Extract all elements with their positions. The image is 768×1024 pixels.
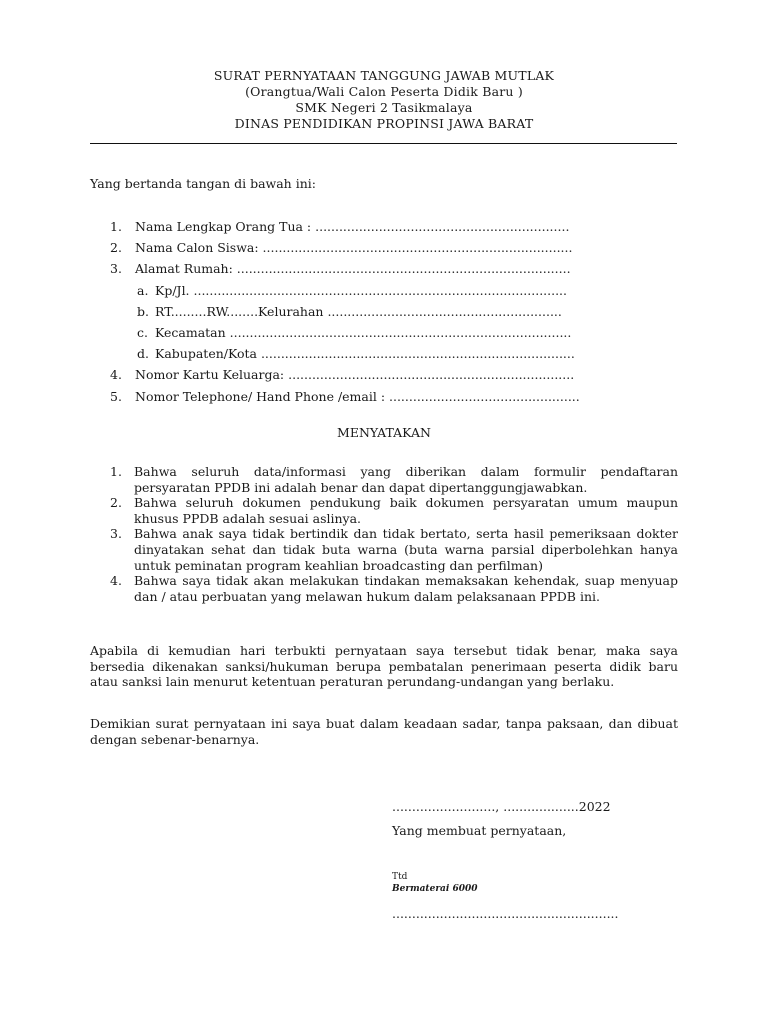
field-number: 4.: [110, 367, 122, 383]
field-label: RT.........RW........Kelurahan ...........................................................: [155, 303, 562, 319]
field-label: Nomor Telephone/ Hand Phone /email : ................................................: [135, 388, 580, 404]
field-regency: [90, 343, 630, 364]
field-contact: [90, 386, 630, 407]
field-label: Kecamatan ......................................................................................: [155, 324, 572, 340]
declaration-item: [110, 495, 678, 526]
field-student-name: [90, 237, 630, 258]
field-label: Nomor Kartu Keluarga: ........................................................................: [135, 367, 575, 383]
signature-date-line: .........................., ...................2022: [392, 799, 611, 814]
field-label: Kabupaten/Kota ...............................................................................: [155, 346, 575, 362]
declaration-item: [110, 526, 678, 573]
field-family-card: [90, 364, 630, 385]
field-number: 3.: [110, 261, 122, 277]
field-label: Nama Lengkap Orang Tua : ................................................................: [135, 219, 570, 234]
field-label: Nama Calon Siswa: ..............................................................................: [135, 240, 573, 256]
field-rt-rw: [90, 301, 630, 322]
field-parent-name: [90, 216, 630, 237]
declaration-number: 1.: [110, 464, 122, 479]
field-number: c.: [137, 324, 148, 340]
declaration-number: 2.: [110, 495, 122, 511]
declaration-text: Bahwa seluruh dokumen pendukung baik dokumen persyaratan umum maupun khusus PPDB adalah sesuai aslinya.: [134, 495, 678, 526]
declaration-list: [110, 464, 678, 604]
field-home-address: [90, 258, 630, 279]
closing-paragraph: Demikian surat pernyataan ini saya buat dalam keadaan sadar, tanpa paksaan, dan dibuat dengan sebenar-benarnya.: [90, 716, 678, 747]
declaration-text: Bahwa seluruh data/informasi yang diberikan dalam formulir pendaftaran persyaratan PPDB ini adalah benar dan dapat dipertanggungjawabkan.: [134, 464, 678, 495]
field-street: [90, 280, 630, 301]
field-number: a.: [137, 282, 149, 298]
materai-label: Bermaterai 6000: [392, 884, 478, 894]
header-subtitle: (Orangtua/Wali Calon Peserta Didik Baru ): [245, 84, 523, 99]
field-label: Alamat Rumah: ....................................................................................: [135, 261, 571, 277]
declaration-heading: MENYATAKAN: [337, 425, 431, 440]
header-school: SMK Negeri 2 Tasikmalaya: [295, 100, 473, 115]
declaration-text: Bahwa anak saya tidak bertindik dan tidak bertato, serta hasil pemeriksaan dokter dinyatakan sehat dan tidak buta warna (buta warna parsial diperbolehkan hanya untuk peminatan program keahlian broadcasting dan perfilman): [134, 526, 678, 573]
field-number: d.: [137, 346, 149, 362]
field-number: 2.: [110, 240, 122, 256]
field-district: [90, 322, 630, 343]
declaration-item: [110, 464, 678, 495]
signature-stamp-note: [392, 871, 478, 895]
declaration-number: 4.: [110, 573, 122, 589]
letter-header: [0, 68, 768, 132]
header-title: SURAT PERNYATAAN TANGGUNG JAWAB MUTLAK: [213, 68, 555, 83]
sanction-paragraph: Apabila di kemudian hari terbukti pernyataan saya tersebut tidak benar, maka saya bersedia dikenakan sanksi/hukuman berupa pembatalan penerimaan peserta didik baru atau sanksi lain menurut ketentuan peraturan perundang-undangan yang berlaku.: [90, 643, 678, 690]
identity-fields: [90, 216, 630, 407]
header-agency: DINAS PENDIDIKAN PROPINSI JAWA BARAT: [234, 116, 534, 131]
intro-text: Yang bertanda tangan di bawah ini:: [90, 176, 316, 191]
signature-title: Yang membuat pernyataan,: [392, 823, 567, 838]
field-label: Kp/Jl. ..............................................................................................: [155, 282, 568, 298]
header-divider: [90, 143, 677, 144]
field-number: b.: [137, 303, 149, 319]
declaration-number: 3.: [110, 526, 122, 542]
declaration-text: Bahwa saya tidak akan melakukan tindakan memaksakan kehendak, suap menyuap dan / atau perbuatan yang melawan hukum dalam pelaksanaan PPDB ini.: [134, 573, 678, 604]
field-number: 1.: [110, 219, 122, 234]
ttd-label: Ttd: [392, 872, 408, 882]
field-number: 5.: [110, 388, 122, 404]
declaration-item: [110, 573, 678, 604]
signature-name-line: .........................................................: [392, 906, 619, 921]
